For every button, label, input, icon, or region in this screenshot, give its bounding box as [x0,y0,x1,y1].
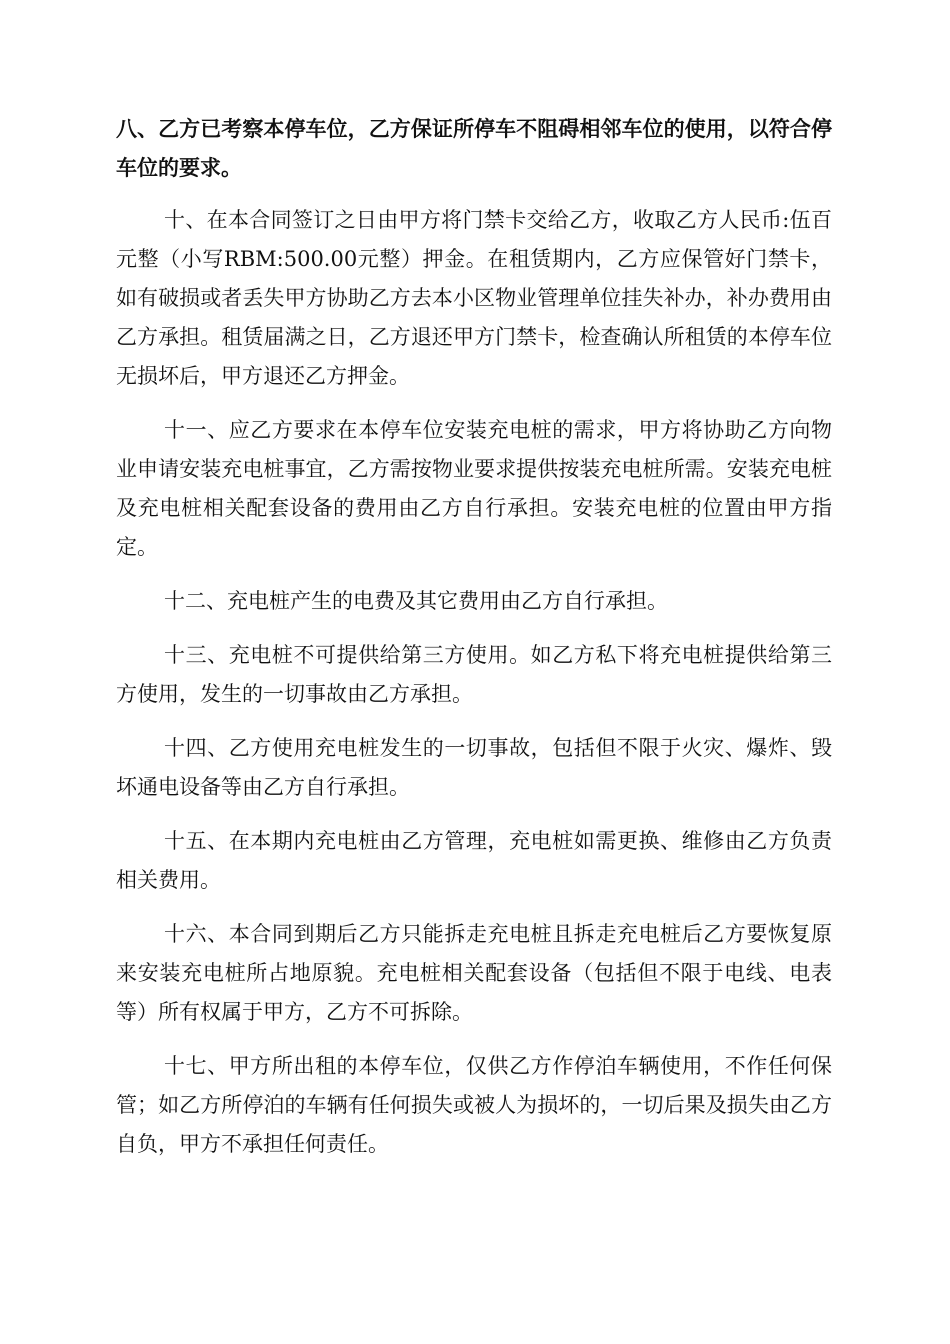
clause-15: 十五、在本期内充电桩由乙方管理，充电桩如需更换、维修由乙方负责相关费用。 [116,829,832,892]
clause-16: 十六、本合同到期后乙方只能拆走充电桩且拆走充电桩后乙方要恢复原来安装充电桩所占地原貌。充电桩相关配套设备（包括但不限于电线、电表等）所有权属于甲方，乙方不可拆除。 [116,922,832,1024]
clause-8: 八、乙方已考察本停车位，乙方保证所停车不阻碍相邻车位的使用，以符合停车位的要求。 [116,117,832,180]
clause-11: 十一、应乙方要求在本停车位安装充电桩的需求，甲方将协助乙方向物业申请安装充电桩事宜，乙方需按物业要求提供按装充电桩所需。安装充电桩及充电桩相关配套设备的费用由乙方自行承担。安装充电桩的位置由甲方指定。 [116,418,832,559]
clause-13: 十三、充电桩不可提供给第三方使用。如乙方私下将充电桩提供给第三方使用，发生的一切事故由乙方承担。 [116,643,832,706]
clause-17: 十七、甲方所出租的本停车位，仅供乙方作停泊车辆使用，不作任何保管；如乙方所停泊的车辆有任何损失或被人为损坏的，一切后果及损失由乙方自负，甲方不承担任何责任。 [116,1054,832,1156]
clause-12: 十二、充电桩产生的电费及其它费用由乙方自行承担。 [164,589,668,613]
contract-body [116,110,832,1179]
clause-14: 十四、乙方使用充电桩发生的一切事故，包括但不限于火灾、爆炸、毁坏通电设备等由乙方自行承担。 [116,736,832,799]
clause-10: 十、在本合同签订之日由甲方将门禁卡交给乙方，收取乙方人民币:伍百元整（小写RBM:500.00元整）押金。在租赁期内，乙方应保管好门禁卡，如有破损或者丢失甲方协助乙方去本小区物业管理单位挂失补办，补办费用由乙方承担。租赁届满之日，乙方退还甲方门禁卡，检查确认所租赁的本停车位无损坏后，甲方退还乙方押金。 [116,208,832,388]
